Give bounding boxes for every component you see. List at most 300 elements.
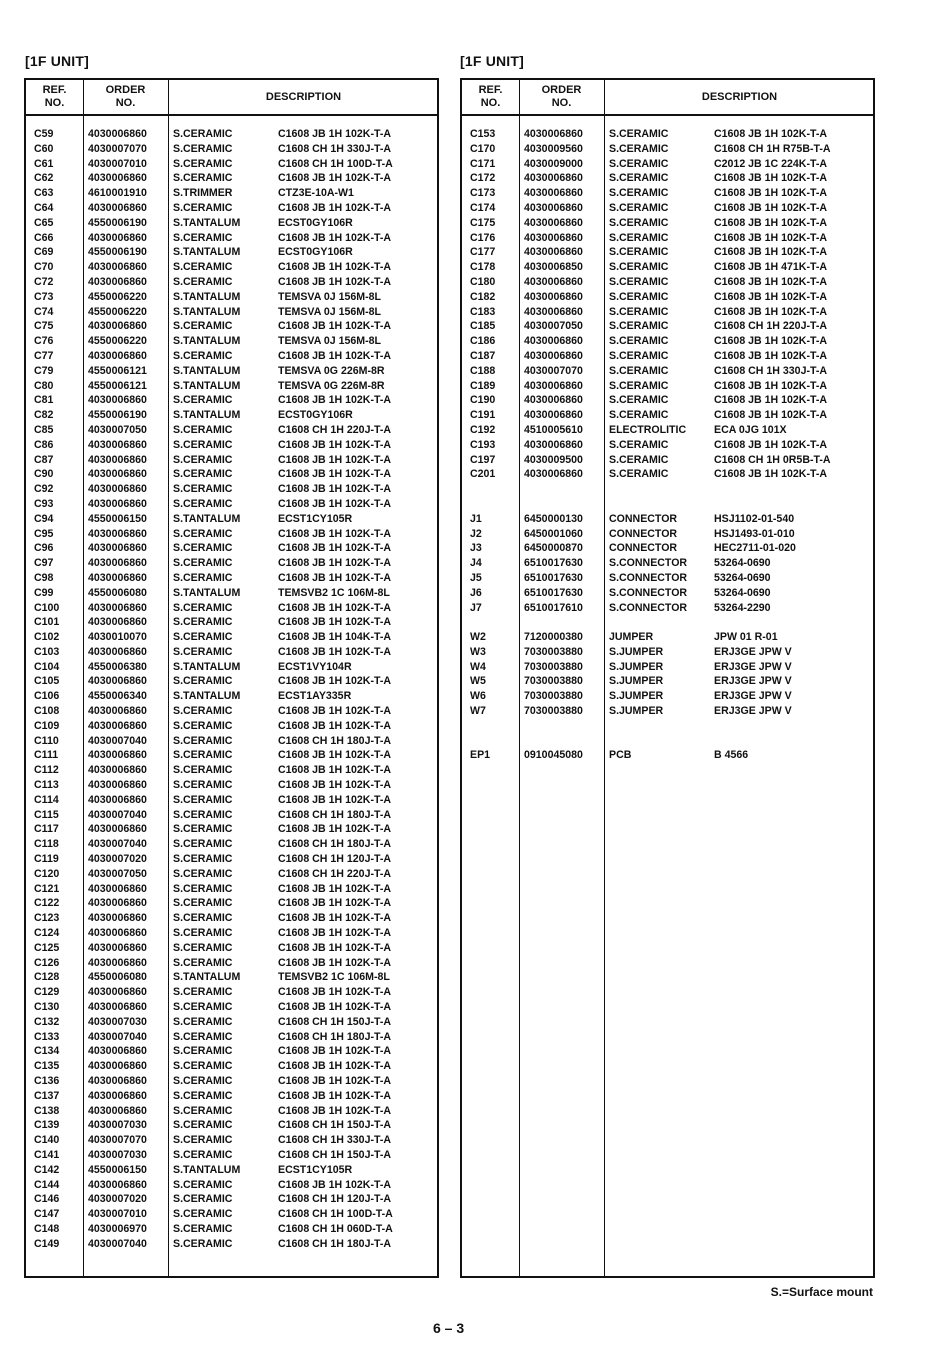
order-no-cell: 4030006860 [88, 453, 147, 466]
ref-no-cell: C87 [34, 453, 54, 466]
order-no-cell: 4030006860 [88, 1178, 147, 1191]
table-row [462, 541, 873, 556]
part-spec-cell: C1608 JB 1H 102K-T-A [278, 571, 392, 584]
table-row [26, 1178, 437, 1193]
ref-no-cell: C101 [34, 616, 60, 629]
part-type-cell: S.TANTALUM [173, 379, 241, 392]
part-type-cell: S.CERAMIC [173, 853, 233, 866]
table-row [26, 482, 437, 497]
order-no-cell: 4030007050 [88, 423, 147, 436]
part-type-cell: S.CERAMIC [609, 349, 669, 362]
table-row [26, 512, 437, 527]
part-spec-cell: HSJ1493-01-010 [714, 527, 795, 540]
part-type-cell: S.CERAMIC [173, 616, 233, 629]
order-no-cell: 4030006860 [88, 927, 147, 940]
table-row [26, 319, 437, 334]
ref-no-cell: J5 [470, 571, 482, 584]
table-row [26, 837, 437, 852]
table-row [26, 867, 437, 882]
order-no-cell: 4030006860 [524, 128, 583, 140]
order-no-cell: 4030006860 [88, 793, 147, 806]
order-no-cell: 4030006860 [88, 897, 147, 910]
order-no-cell: 4030007040 [88, 838, 147, 851]
part-type-cell: S.CERAMIC [173, 557, 233, 570]
table-row [462, 275, 873, 290]
part-type-cell: S.TANTALUM [173, 246, 241, 259]
part-type-cell: S.TANTALUM [173, 216, 241, 229]
part-type-cell: S.CONNECTOR [609, 571, 688, 584]
ref-no-cell: C182 [470, 290, 496, 303]
part-type-cell: S.CONNECTOR [609, 586, 688, 599]
part-spec-cell: ERJ3GE JPW V [714, 705, 792, 718]
order-no-cell: 7030003880 [524, 705, 583, 718]
part-spec-cell: C1608 CH 1H 330J-T-A [278, 1134, 392, 1147]
table-row [26, 734, 437, 749]
order-no-cell: 4030006860 [88, 557, 147, 570]
part-type-cell: S.TANTALUM [173, 409, 241, 422]
part-type-cell: S.CERAMIC [173, 453, 233, 466]
order-no-cell: 4550006340 [88, 690, 147, 703]
order-no-cell: 4550006150 [88, 1163, 147, 1176]
table-row [26, 586, 437, 601]
ref-no-cell: C63 [34, 187, 54, 200]
part-spec-cell: C1608 CH 1H 120J-T-A [278, 1193, 392, 1206]
part-type-cell: S.CERAMIC [173, 527, 233, 540]
order-no-cell: 4030006860 [88, 823, 147, 836]
part-spec-cell: C1608 JB 1H 102K-T-A [278, 542, 392, 555]
order-no-cell: 4030007050 [88, 867, 147, 880]
part-type-cell: S.CERAMIC [609, 364, 669, 377]
part-type-cell: S.CERAMIC [173, 749, 233, 762]
part-spec-cell: ECST0GY106R [278, 246, 353, 259]
part-type-cell: S.CERAMIC [173, 1178, 233, 1191]
ref-no-cell: C147 [34, 1208, 60, 1221]
part-spec-cell: C1608 CH 1H 100D-T-A [278, 157, 393, 170]
table-body [462, 127, 873, 763]
table-row [462, 231, 873, 246]
ref-no-cell: C146 [34, 1193, 60, 1206]
order-no-cell: 4030006860 [88, 956, 147, 969]
ref-no-cell: C183 [470, 305, 496, 318]
table-row [26, 349, 437, 364]
part-type-cell: S.CERAMIC [609, 187, 669, 200]
part-spec-cell: 53264-0690 [714, 586, 771, 599]
part-type-cell: S.CERAMIC [609, 409, 669, 422]
description-header: DESCRIPTION [701, 90, 778, 103]
order-no-cell: 4030006860 [88, 571, 147, 584]
part-type-cell: S.CERAMIC [173, 897, 233, 910]
ref-no-cell: C70 [34, 261, 54, 274]
ref-no-cell: C190 [470, 394, 496, 407]
part-type-cell: S.CERAMIC [609, 438, 669, 451]
part-type-cell: S.CERAMIC [173, 734, 233, 747]
table-row [462, 186, 873, 201]
ref-no-cell: C176 [470, 231, 496, 244]
part-type-cell: S.CERAMIC [609, 157, 669, 170]
order-no-cell: 4030006860 [524, 187, 583, 200]
table-header [26, 80, 437, 116]
ref-no-cell: C133 [34, 1030, 60, 1043]
ref-no-cell: C172 [470, 172, 496, 185]
part-type-cell: S.CERAMIC [173, 719, 233, 732]
ref-no-cell: C74 [34, 305, 54, 318]
part-spec-cell: C1608 JB 1H 102K-T-A [278, 1075, 392, 1087]
ref-no-cell: C134 [34, 1045, 60, 1058]
part-type-cell: S.CERAMIC [173, 601, 233, 614]
part-spec-cell: C1608 JB 1H 102K-T-A [714, 409, 828, 422]
part-spec-cell: C1608 CH 1H 120J-T-A [278, 853, 392, 866]
table-row [26, 245, 437, 260]
part-type-cell: CONNECTOR [609, 512, 678, 525]
table-row [462, 260, 873, 275]
order-no-cell: 6450000870 [524, 542, 583, 555]
ref-no-cell: C120 [34, 867, 60, 880]
table-row [26, 171, 437, 186]
table-row [26, 186, 437, 201]
order-no-cell: 4030007040 [88, 808, 147, 821]
part-type-cell: S.CERAMIC [609, 468, 669, 481]
part-type-cell: S.CERAMIC [173, 645, 233, 658]
part-type-cell: S.CERAMIC [173, 423, 233, 436]
part-spec-cell: C1608 CH 1H 180J-T-A [278, 838, 392, 851]
part-type-cell: S.CERAMIC [173, 201, 233, 214]
part-spec-cell: C1608 JB 1H 102K-T-A [278, 1104, 392, 1117]
ref-no-cell: C141 [34, 1148, 60, 1161]
part-type-cell: S.CERAMIC [173, 1015, 233, 1028]
part-spec-cell: C1608 JB 1H 102K-T-A [714, 335, 828, 348]
part-type-cell: S.CERAMIC [173, 497, 233, 510]
ref-no-cell: W3 [470, 645, 486, 658]
ref-no-cell: C122 [34, 897, 60, 910]
part-spec-cell: JPW 01 R-01 [714, 631, 778, 644]
table-row [462, 674, 873, 689]
part-type-cell: PCB [609, 749, 632, 762]
order-no-cell: 4550006190 [88, 409, 147, 422]
part-type-cell: S.CERAMIC [173, 172, 233, 185]
order-no-cell: 4030006860 [524, 438, 583, 451]
part-type-cell: S.TANTALUM [173, 512, 241, 525]
part-spec-cell: C1608 JB 1H 102K-T-A [278, 823, 392, 836]
order-no-cell: 4030006860 [524, 231, 583, 244]
part-type-cell: S.CERAMIC [173, 1148, 233, 1161]
ref-no-cell: J7 [470, 601, 482, 614]
part-type-cell: S.CERAMIC [173, 1001, 233, 1014]
part-spec-cell: C1608 JB 1H 102K-T-A [278, 261, 392, 274]
part-type-cell: S.CERAMIC [609, 128, 669, 140]
part-spec-cell: TEMSVB2 1C 106M-8L [278, 971, 390, 984]
ref-no-cell: J2 [470, 527, 482, 540]
part-type-cell: S.TANTALUM [173, 364, 241, 377]
part-type-cell: S.TANTALUM [173, 305, 241, 318]
order-no-cell: 4030006860 [524, 335, 583, 348]
ref-no-cell: C82 [34, 409, 54, 422]
order-no-cell: 4030006860 [88, 719, 147, 732]
part-spec-cell: C1608 JB 1H 102K-T-A [278, 912, 392, 925]
order-no-cell: 7030003880 [524, 645, 583, 658]
ref-no-cell: C112 [34, 764, 59, 777]
order-no-cell: 4030006860 [524, 468, 583, 481]
part-spec-cell: C1608 CH 1H 220J-T-A [278, 423, 392, 436]
part-spec-cell: HEC2711-01-020 [714, 542, 796, 555]
part-type-cell: S.CERAMIC [173, 1119, 233, 1132]
part-spec-cell: C1608 JB 1H 102K-T-A [278, 986, 392, 999]
ref-no-cell: C130 [34, 1001, 60, 1014]
order-no-cell: 4030007030 [88, 1119, 147, 1132]
part-type-cell: S.CERAMIC [173, 1060, 233, 1073]
order-no-cell: 4550006121 [88, 364, 147, 377]
part-spec-cell: C1608 JB 1H 102K-T-A [278, 779, 392, 792]
order-no-cell: 4030006860 [88, 172, 147, 185]
order-no-cell: 4550006080 [88, 586, 147, 599]
order-no-cell: 4030009560 [524, 142, 583, 155]
ref-no-cell: C97 [34, 557, 54, 570]
order-no-cell: 4030006860 [88, 675, 147, 688]
part-type-cell: S.CERAMIC [173, 394, 233, 407]
part-type-cell: S.CERAMIC [173, 261, 233, 274]
order-no-cell: 4030006860 [88, 542, 147, 555]
table-row [26, 689, 437, 704]
table-row [26, 216, 437, 231]
part-type-cell: S.CERAMIC [173, 867, 233, 880]
ref-no-cell: C189 [470, 379, 496, 392]
ref-no-cell: C110 [34, 734, 59, 747]
order-no-header: ORDER NO. [541, 84, 582, 109]
order-no-cell: 7030003880 [524, 690, 583, 703]
order-no-cell: 4550006220 [88, 290, 147, 303]
part-spec-cell: C1608 CH 1H 330J-T-A [278, 142, 392, 155]
part-spec-cell: C1608 JB 1H 102K-T-A [278, 1001, 392, 1014]
ref-no-cell: C104 [34, 660, 60, 673]
table-row [26, 527, 437, 542]
order-no-cell: 4030006860 [88, 941, 147, 954]
table-row [462, 615, 873, 630]
right-unit-title: [1F UNIT] [460, 53, 525, 69]
part-spec-cell: C1608 JB 1H 102K-T-A [278, 749, 392, 762]
table-row [26, 1118, 437, 1133]
part-spec-cell: C1608 JB 1H 102K-T-A [278, 468, 392, 481]
table-row [462, 601, 873, 616]
table-row [26, 822, 437, 837]
table-row [26, 1074, 437, 1089]
order-no-cell: 4030006860 [88, 527, 147, 540]
part-spec-cell: C1608 CH 1H 150J-T-A [278, 1148, 392, 1161]
part-spec-cell: C1608 JB 1H 102K-T-A [714, 231, 828, 244]
table-row [26, 157, 437, 172]
part-spec-cell: C1608 JB 1H 102K-T-A [278, 764, 392, 777]
order-no-cell: 4030006860 [88, 705, 147, 718]
ref-no-cell: C113 [34, 779, 59, 792]
order-no-cell: 6510017610 [524, 601, 583, 614]
table-row [26, 1192, 437, 1207]
part-spec-cell: ERJ3GE JPW V [714, 660, 792, 673]
table-row [462, 586, 873, 601]
part-type-cell: S.CERAMIC [609, 201, 669, 214]
ref-no-cell: W6 [470, 690, 486, 703]
part-spec-cell: C1608 JB 1H 102K-T-A [278, 705, 392, 718]
order-no-cell: 4030009500 [524, 453, 583, 466]
part-spec-cell: C1608 JB 1H 102K-T-A [714, 468, 828, 481]
table-row [462, 630, 873, 645]
part-type-cell: S.CERAMIC [173, 631, 233, 644]
part-type-cell: S.CERAMIC [173, 349, 233, 362]
table-row [26, 393, 437, 408]
order-no-cell: 4030006860 [88, 349, 147, 362]
order-no-cell: 6510017630 [524, 586, 583, 599]
part-spec-cell: C1608 JB 1H 102K-T-A [278, 897, 392, 910]
part-type-cell: S.CERAMIC [173, 927, 233, 940]
table-row [462, 423, 873, 438]
table-row [462, 438, 873, 453]
table-row [462, 201, 873, 216]
ref-no-cell: C129 [34, 986, 60, 999]
order-no-cell: 4030007010 [88, 1208, 147, 1221]
ref-no-cell: C173 [470, 187, 496, 200]
ref-no-cell: C187 [470, 349, 496, 362]
ref-no-cell: C144 [34, 1178, 60, 1191]
part-spec-cell: TEMSVA 0G 226M-8R [278, 364, 385, 377]
order-no-cell: 4030007070 [88, 142, 147, 155]
order-no-cell: 4550006080 [88, 971, 147, 984]
table-row [26, 674, 437, 689]
part-spec-cell: ERJ3GE JPW V [714, 690, 792, 703]
part-type-cell: ELECTROLITIC [609, 423, 687, 436]
table-row [26, 645, 437, 660]
order-no-cell: 7030003880 [524, 660, 583, 673]
part-spec-cell: C1608 JB 1H 102K-T-A [278, 1045, 392, 1058]
order-no-cell: 4030007010 [88, 157, 147, 170]
part-type-cell: S.CERAMIC [173, 823, 233, 836]
order-no-cell: 4030006860 [88, 601, 147, 614]
order-no-cell: 4030006860 [88, 1089, 147, 1102]
ref-no-cell: C121 [34, 882, 60, 895]
table-row [462, 171, 873, 186]
part-spec-cell: C1608 JB 1H 102K-T-A [278, 719, 392, 732]
table-row [26, 1059, 437, 1074]
ref-no-cell: C153 [470, 128, 496, 140]
order-no-cell: 4030006860 [88, 882, 147, 895]
ref-no-cell: C142 [34, 1163, 60, 1176]
ref-no-cell: C149 [34, 1237, 60, 1250]
part-spec-cell: ECST0GY106R [278, 409, 353, 422]
part-type-cell: S.CERAMIC [173, 956, 233, 969]
ref-no-cell: W4 [470, 660, 486, 673]
order-no-cell: 0910045080 [524, 749, 583, 762]
part-type-cell: S.CERAMIC [173, 793, 233, 806]
order-no-cell: 4030006860 [88, 497, 147, 510]
part-spec-cell: C1608 JB 1H 102K-T-A [278, 1060, 392, 1073]
table-row [462, 482, 873, 497]
order-no-cell: 6450000130 [524, 512, 583, 525]
part-spec-cell: C1608 JB 1H 102K-T-A [714, 349, 828, 362]
table-row [26, 763, 437, 778]
part-type-cell: S.CERAMIC [173, 571, 233, 584]
order-no-cell: 4030006860 [88, 1060, 147, 1073]
table-header [462, 80, 873, 116]
part-spec-cell: TEMSVA 0J 156M-8L [278, 335, 382, 348]
part-type-cell: S.CERAMIC [173, 1237, 233, 1250]
part-type-cell: S.CERAMIC [173, 986, 233, 999]
ref-no-cell: C90 [34, 468, 54, 481]
part-type-cell: S.TANTALUM [173, 586, 241, 599]
table-row [462, 497, 873, 512]
ref-no-cell: C75 [34, 320, 54, 333]
table-row [26, 926, 437, 941]
ref-no-cell: C193 [470, 438, 496, 451]
order-no-cell: 7030003880 [524, 675, 583, 688]
table-row [462, 393, 873, 408]
table-row [26, 630, 437, 645]
table-row [462, 142, 873, 157]
ref-no-cell: C136 [34, 1075, 60, 1087]
table-row [26, 438, 437, 453]
table-row [26, 305, 437, 320]
order-no-cell: 4030006860 [88, 749, 147, 762]
part-spec-cell: C1608 JB 1H 104K-T-A [278, 631, 392, 644]
order-no-cell: 4550006220 [88, 305, 147, 318]
ref-no-cell: C175 [470, 216, 496, 229]
part-spec-cell: C1608 JB 1H 102K-T-A [278, 497, 392, 510]
ref-no-cell: C72 [34, 275, 54, 288]
part-spec-cell: ECST0GY106R [278, 216, 353, 229]
part-spec-cell: C1608 JB 1H 102K-T-A [278, 201, 392, 214]
part-spec-cell: C1608 JB 1H 102K-T-A [278, 557, 392, 570]
part-spec-cell: 53264-0690 [714, 557, 771, 570]
ref-no-cell: C81 [34, 394, 54, 407]
part-type-cell: JUMPER [609, 631, 654, 644]
ref-no-cell: C77 [34, 349, 54, 362]
order-no-cell: 4030006860 [524, 172, 583, 185]
order-no-cell: 4030006860 [88, 912, 147, 925]
part-spec-cell: HSJ1102-01-540 [714, 512, 795, 525]
order-no-cell: 4030006860 [524, 394, 583, 407]
part-type-cell: S.CERAMIC [173, 142, 233, 155]
part-type-cell: S.JUMPER [609, 690, 664, 703]
part-spec-cell: C1608 CH 1H R75B-T-A [714, 142, 831, 155]
order-no-cell: 4030006860 [524, 349, 583, 362]
order-no-cell: 7120000380 [524, 631, 583, 644]
table-row [26, 882, 437, 897]
ref-no-cell: C109 [34, 719, 60, 732]
part-spec-cell: ECST1CY105R [278, 1163, 353, 1176]
ref-no-cell: C80 [34, 379, 54, 392]
part-spec-cell: C1608 CH 1H 180J-T-A [278, 808, 392, 821]
part-spec-cell: C1608 CH 1H 220J-T-A [278, 867, 392, 880]
table-row [26, 896, 437, 911]
part-spec-cell: C1608 JB 1H 102K-T-A [714, 172, 828, 185]
table-row [26, 201, 437, 216]
order-no-cell: 4030006860 [88, 1075, 147, 1087]
table-row [26, 970, 437, 985]
part-spec-cell: TEMSVB2 1C 106M-8L [278, 586, 390, 599]
right-parts-table [460, 78, 875, 1278]
ref-no-cell: C94 [34, 512, 54, 525]
part-type-cell: S.CERAMIC [173, 941, 233, 954]
table-row [26, 748, 437, 763]
part-spec-cell: C1608 JB 1H 102K-T-A [278, 275, 392, 288]
order-no-cell: 4030006860 [88, 128, 147, 140]
table-row [26, 379, 437, 394]
part-type-cell: S.CERAMIC [173, 1208, 233, 1221]
table-row [26, 453, 437, 468]
table-row [462, 364, 873, 379]
part-type-cell: S.CERAMIC [609, 142, 669, 155]
table-row [462, 379, 873, 394]
ref-no-cell: C111 [34, 749, 59, 762]
ref-no-cell: C191 [470, 409, 496, 422]
part-spec-cell: ECA 0JG 101X [714, 423, 787, 436]
ref-no-cell: C106 [34, 690, 60, 703]
ref-no-header: REF. NO. [42, 84, 67, 109]
